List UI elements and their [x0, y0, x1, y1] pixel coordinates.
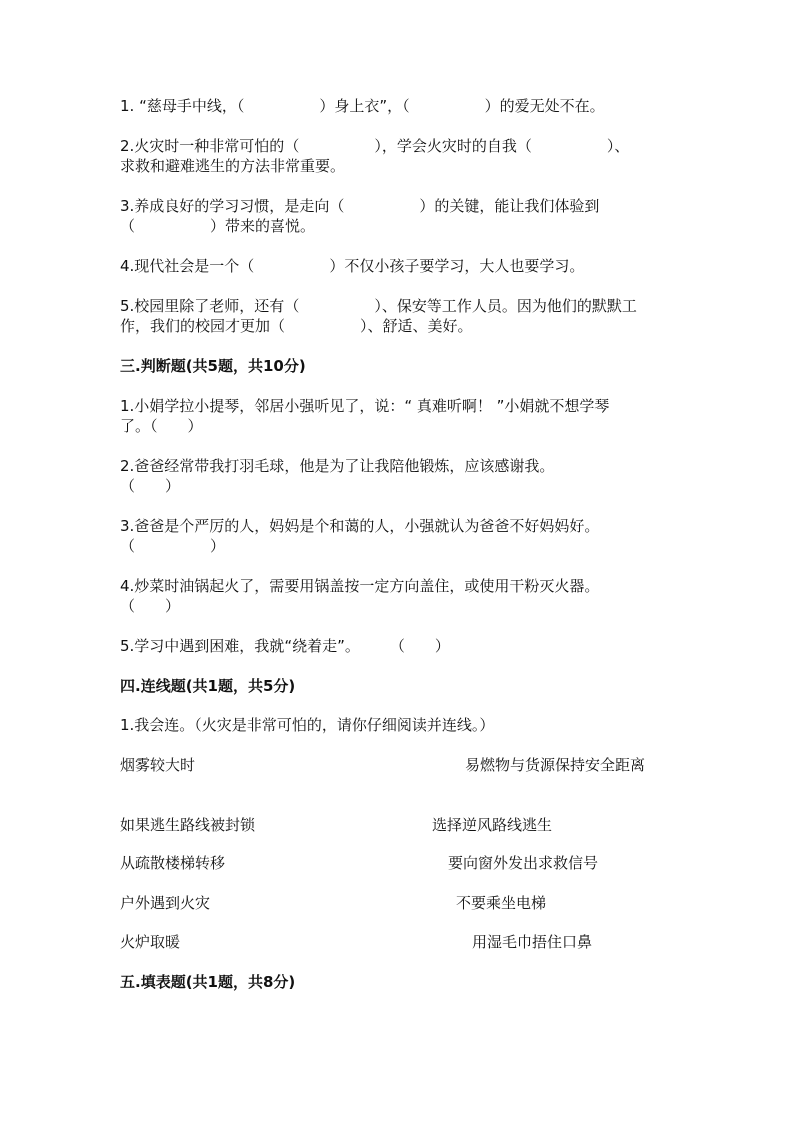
judge-question-1-line1: 1.小娟学拉小提琴，邻居小强听见了，说：“ 真难听啊！ ”小娟就不想学琴: [120, 397, 610, 415]
fill-question-2-line2: 求救和避难逃生的方法非常重要。: [120, 157, 346, 175]
match-left-item: 烟雾较大时: [120, 756, 196, 774]
section-title-matching: 四.连线题(共1题，共5分): [120, 677, 296, 695]
match-right-item: 不要乘坐电梯: [456, 894, 547, 912]
judge-question-3-line2: （ ）: [120, 537, 226, 555]
judge-question-3-line1: 3.爸爸是个严厉的人，妈妈是个和蔼的人，小强就认为爸爸不好妈妈好。: [120, 517, 600, 535]
fill-question-3-line1: 3.养成良好的学习习惯，是走向（ ）的关键，能让我们体验到: [120, 197, 600, 215]
matching-intro: 1.我会连。（火灾是非常可怕的，请你仔细阅读并连线。）: [120, 716, 495, 734]
judge-question-1-line2: 了。（ ）: [120, 417, 203, 435]
match-left-item: 户外遇到火灾: [120, 894, 211, 912]
match-right-item: 易燃物与货源保持安全距离: [465, 756, 646, 774]
judge-question-2-line1: 2.爸爸经常带我打羽毛球，他是为了让我陪他锻炼，应该感谢我。: [120, 457, 555, 475]
match-right-item: 用湿毛巾捂住口鼻: [472, 933, 593, 951]
match-left-item: 火炉取暖: [120, 933, 181, 951]
judge-question-2-line2: （ ）: [120, 477, 181, 495]
judge-question-4-line1: 4.炒菜时油锅起火了，需要用锅盖按一定方向盖住，或使用干粉灭火器。: [120, 577, 600, 595]
section-title-table: 五.填表题(共1题，共8分): [120, 973, 296, 991]
match-right-item: 要向窗外发出求救信号: [448, 854, 599, 872]
fill-question-3-line2: （ ）带来的喜悦。: [120, 217, 316, 235]
fill-question-5-line2: 作，我们的校园才更加（ ）、舒适、美好。: [120, 317, 473, 335]
match-right-item: 选择逆风路线逃生: [432, 816, 553, 834]
judge-question-5: 5.学习中遇到困难，我就“绕着走”。 （ ）: [120, 637, 450, 655]
judge-question-4-line2: （ ）: [120, 597, 181, 615]
fill-question-4: 4.现代社会是一个（ ）不仅小孩子要学习，大人也要学习。: [120, 257, 585, 275]
fill-question-2-line1: 2.火灾时一种非常可怕的（ ），学会火灾时的自我（ ）、: [120, 137, 630, 155]
fill-question-1: 1. “慈母手中线，（ ）身上衣”，（ ）的爱无处不在。: [120, 97, 605, 115]
match-left-item: 如果逃生路线被封锁: [120, 816, 256, 834]
section-title-judgement: 三.判断题(共5题，共10分): [120, 357, 306, 375]
fill-question-5-line1: 5.校园里除了老师，还有（ ）、保安等工作人员。因为他们的默默工: [120, 297, 637, 315]
match-left-item: 从疏散楼梯转移: [120, 854, 226, 872]
